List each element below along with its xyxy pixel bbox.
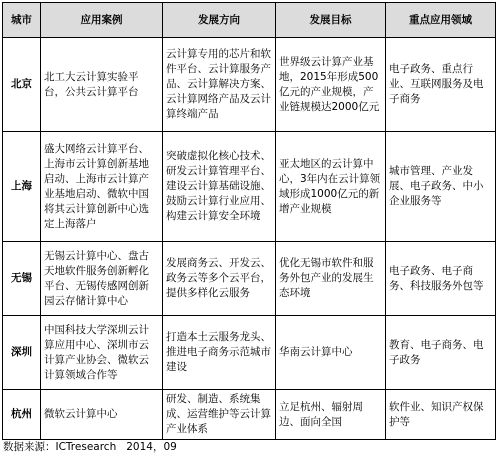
direction-cell: 研发、制造、系统集成、运营维护等云计算产业体系 (163, 390, 276, 440)
cases-cell: 中国科技大学深圳云计算应用中心、深圳市云计算产业协会、微软云计算领域合作等 (41, 316, 163, 390)
header-application-cases: 应用案例 (41, 3, 163, 38)
header-development-goal: 发展目标 (276, 3, 386, 38)
goal-cell: 立足杭州、辐射周边、面向全国 (276, 390, 386, 440)
fields-cell: 软件业、知识产权保护等 (386, 390, 496, 440)
direction-cell: 云计算专用的芯片和软件平台、云计算服务产品、云计算解决方案、云计算网络产品及云计算终端产品 (163, 38, 276, 132)
cases-cell: 无锡云计算中心、盘古天地软件服务创新孵化平台、无锡传感网创新园云存储计算中心 (41, 242, 163, 316)
city-cell: 杭州 (3, 390, 41, 440)
city-cell: 无锡 (3, 242, 41, 316)
cases-cell: 北工大云计算实验平台，公共云计算平台 (41, 38, 163, 132)
goal-cell: 亚太地区的云计算中心，3年内在云计算领域形成1000亿元的新增产业规模 (276, 132, 386, 242)
table-row (3, 242, 496, 316)
direction-cell: 打造本土云服务龙头、推进电子商务示范城市建设 (163, 316, 276, 390)
direction-cell: 发展商务云、开发云、政务云等多个云平台，提供多样化云服务 (163, 242, 276, 316)
cases-cell: 微软云计算中心 (41, 390, 163, 440)
header-city: 城市 (3, 3, 41, 38)
goal-cell: 华南云计算中心 (276, 316, 386, 390)
fields-cell: 电子政务、重点行业、互联网服务及电子商务 (386, 38, 496, 132)
table-row (3, 38, 496, 132)
header-development-direction: 发展方向 (163, 3, 276, 38)
table-row (3, 132, 496, 242)
table-row (3, 390, 496, 440)
city-cell: 北京 (3, 38, 41, 132)
cases-cell: 盛大网络云计算平台、上海市云计算创新基地启动、上海市云计算产业基地启动、微软中国将其云计算创新中心选定上海落户 (41, 132, 163, 242)
cloud-computing-city-table (2, 2, 496, 440)
table-header-row (3, 3, 496, 38)
data-source-note: 数据来源：ICTresearch 2014，09 (3, 441, 177, 453)
table-row (3, 316, 496, 390)
header-key-application-fields: 重点应用领域 (386, 3, 496, 38)
goal-cell: 世界级云计算产业基地，2015年形成500亿元的产业规模，产业链规模达2000亿元 (276, 38, 386, 132)
fields-cell: 电子政务、电子商务、科技服务外包等 (386, 242, 496, 316)
fields-cell: 教育、电子商务、电子政务 (386, 316, 496, 390)
city-cell: 深圳 (3, 316, 41, 390)
fields-cell: 城市管理、产业发展、电子政务、中小企业服务等 (386, 132, 496, 242)
goal-cell: 优化无锡市软件和服务外包产业的发展生态环境 (276, 242, 386, 316)
city-cell: 上海 (3, 132, 41, 242)
direction-cell: 突破虚拟化核心技术、研发云计算管理平台、建设云计算基础设施、鼓励云计算行业应用、构建云计算安全环境 (163, 132, 276, 242)
